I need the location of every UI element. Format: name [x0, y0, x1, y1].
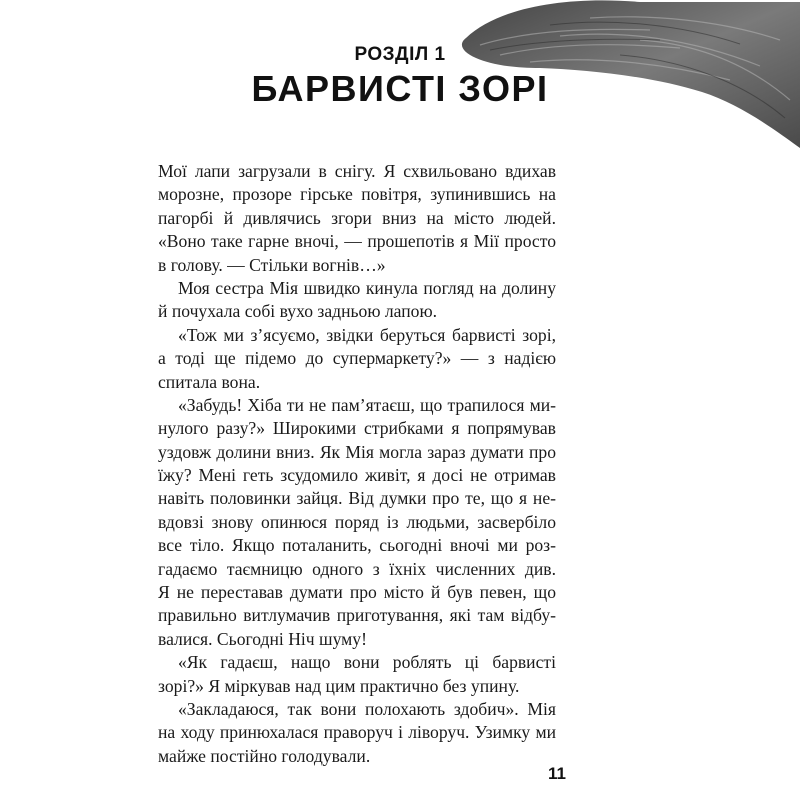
text-line: Моя сестра Мія швидко кинула погляд на долину: [178, 277, 556, 298]
text-line: морозне, прозоре гірське повітря, зупинившись на: [158, 184, 556, 205]
text-line: правильно витлумачив приготування, які там відбу-: [158, 605, 556, 626]
text-line: валися. Сьогодні Ніч шуму!: [158, 628, 367, 649]
text-line: «Забудь! Хіба ти не пам’ятаєш, що трапилося ми-: [178, 394, 556, 415]
text-line: Мої лапи загрузали в снігу. Я схвильовано вдихав: [158, 161, 556, 181]
body-text: [158, 160, 556, 768]
text-line: майже постійно голодували.: [158, 745, 371, 766]
text-line: їжу? Мені геть зсудомило живіт, я досі не отримав: [158, 465, 556, 486]
text-line: уздовж долини вниз. Як Мія могла зараз думати про: [158, 441, 556, 462]
text-line: й почухала собі вухо задньою лапою.: [158, 301, 437, 322]
text-line: а тоді ще підемо до супермаркету?» — з надією: [158, 348, 556, 369]
text-line: навіть половинки зайця. Від думки про те, що я не-: [158, 488, 556, 509]
text-line: спитала вона.: [158, 371, 261, 392]
text-line: «Тож ми з’ясуємо, звідки беруться барвисті зорі,: [178, 324, 556, 345]
text-line: нулого разу?» Широкими стрибками я попрямував: [158, 418, 556, 439]
text-line: «Воно таке гарне вночі, — прошепотів я Мії просто: [158, 231, 556, 252]
text-line: гадаємо таємницю одного з їхніх численних див.: [158, 558, 556, 579]
text-line: вдовзі знову опинюся поряд із людьми, засвербіло: [158, 511, 556, 532]
text-line: Я не переставав думати про місто й був певен, що: [158, 582, 556, 603]
text-line: зорі?» Я міркував над цим практично без упину.: [158, 675, 520, 696]
chapter-label: РОЗДІЛ 1: [354, 44, 446, 65]
text-line: все тіло. Якщо поталанить, сьогодні вночі ми роз-: [158, 535, 556, 556]
text-line: в голову. — Стільки вогнів…»: [158, 254, 386, 275]
text-line: «Закладаюся, так вони полохають здобич». Мія: [178, 698, 556, 719]
page-number: 11: [548, 764, 566, 783]
text-line: на ходу принюхалася праворуч і ліворуч. Узимку ми: [158, 722, 556, 743]
text-line: «Як гадаєш, нащо вони роблять ці барвисті: [178, 652, 556, 673]
chapter-title: БАРВИСТІ ЗОРІ: [251, 68, 549, 109]
text-line: пагорбі й дивлячись згори вниз на місто людей.: [158, 207, 556, 228]
